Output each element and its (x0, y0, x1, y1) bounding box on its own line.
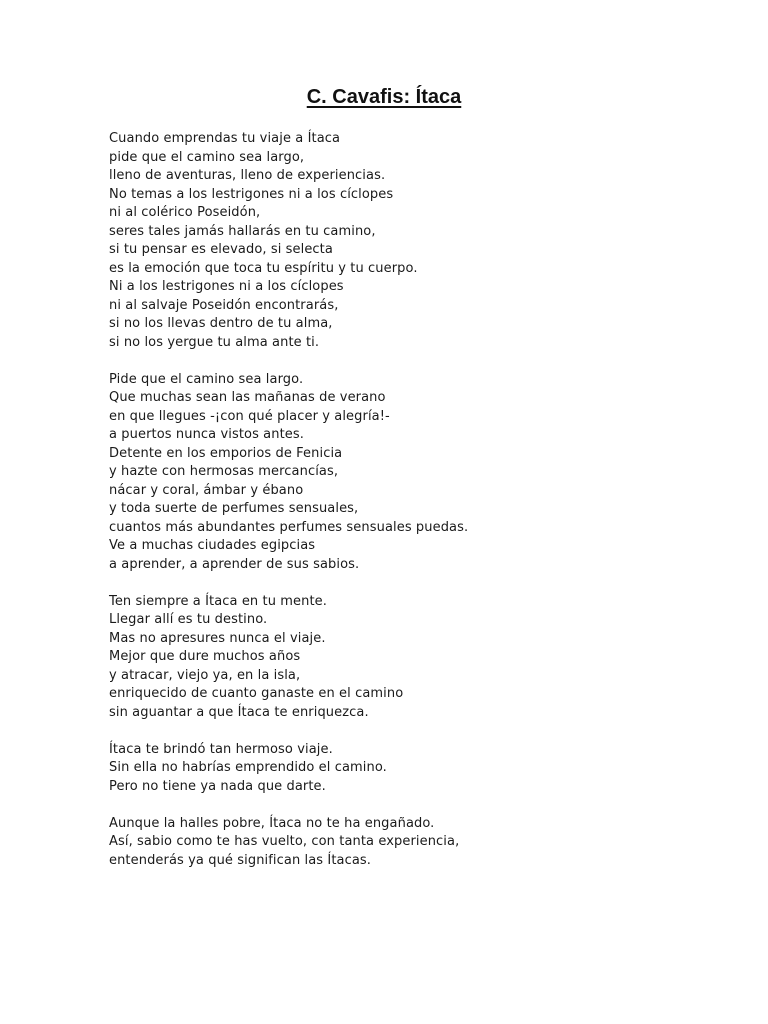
poem-line: sin aguantar a que Ítaca te enriquezca. (109, 704, 369, 720)
poem-body (109, 130, 729, 889)
poem-line: seres tales jamás hallarás en tu camino, (109, 223, 376, 239)
poem-line: Cuando emprendas tu viaje a Ítaca (109, 131, 341, 146)
poem-line: si no los yergue tu alma ante ti. (109, 334, 320, 350)
poem-title: C. Cavafis: Ítaca (306, 86, 462, 108)
poem-line: Así, sabio como te has vuelto, con tanta experiencia, (109, 834, 460, 849)
poem-line: Mas no apresures nunca el viaje. (109, 630, 326, 646)
poem-line: pide que el camino sea largo, (109, 149, 305, 165)
poem-line: entenderás ya qué significan las Ítacas. (109, 852, 372, 868)
stanza (109, 130, 729, 352)
poem-line: a puertos nunca vistos antes. (109, 427, 304, 442)
stanza (109, 371, 729, 575)
poem-line: si tu pensar es elevado, si selecta (109, 242, 333, 257)
poem-line: Sin ella no habrías emprendido el camino. (109, 760, 387, 775)
poem-line: enriquecido de cuanto ganaste en el camino (109, 686, 404, 701)
poem-line: Que muchas sean las mañanas de verano (109, 390, 386, 405)
poem-line: es la emoción que toca tu espíritu y tu cuerpo. (109, 260, 418, 276)
poem-line: cuantos más abundantes perfumes sensuales puedas. (109, 519, 469, 535)
poem-line: Detente en los emporios de Fenicia (109, 445, 343, 461)
poem-line: a aprender, a aprender de sus sabios. (109, 556, 360, 572)
poem-line: lleno de aventuras, lleno de experiencias. (109, 168, 386, 183)
poem-line: ni al colérico Poseidón, (109, 205, 261, 220)
poem-line: y atracar, viejo ya, en la isla, (109, 667, 301, 683)
poem-line: en que llegues -¡con qué placer y alegría!- (109, 408, 390, 424)
poem-line: Aunque la halles pobre, Ítaca no te ha engañado. (109, 815, 435, 831)
poem-line: Pero no tiene ya nada que darte. (109, 778, 326, 794)
poem-line: nácar y coral, ámbar y ébano (109, 482, 304, 498)
poem-line: si no los llevas dentro de tu alma, (109, 316, 333, 331)
stanza (109, 593, 729, 723)
poem-line: Llegar allí es tu destino. (109, 612, 268, 627)
poem-line: Ni a los lestrigones ni a los cíclopes (109, 279, 344, 294)
poem-line: Ve a muchas ciudades egipcias (109, 538, 316, 553)
poem-line: Ten siempre a Ítaca en tu mente. (109, 593, 327, 609)
poem-line: Pide que el camino sea largo. (109, 371, 304, 387)
poem-line: Mejor que dure muchos años (109, 649, 301, 664)
poem-line: y hazte con hermosas mercancías, (109, 464, 339, 479)
poem-line: Ítaca te brindó tan hermoso viaje. (109, 741, 333, 757)
poem-line: y toda suerte de perfumes sensuales, (109, 501, 359, 516)
stanza (109, 815, 729, 871)
poem-line: No temas a los lestrigones ni a los cíclopes (109, 186, 394, 202)
stanza (109, 741, 729, 797)
poem-line: ni al salvaje Poseidón encontrarás, (109, 297, 339, 313)
